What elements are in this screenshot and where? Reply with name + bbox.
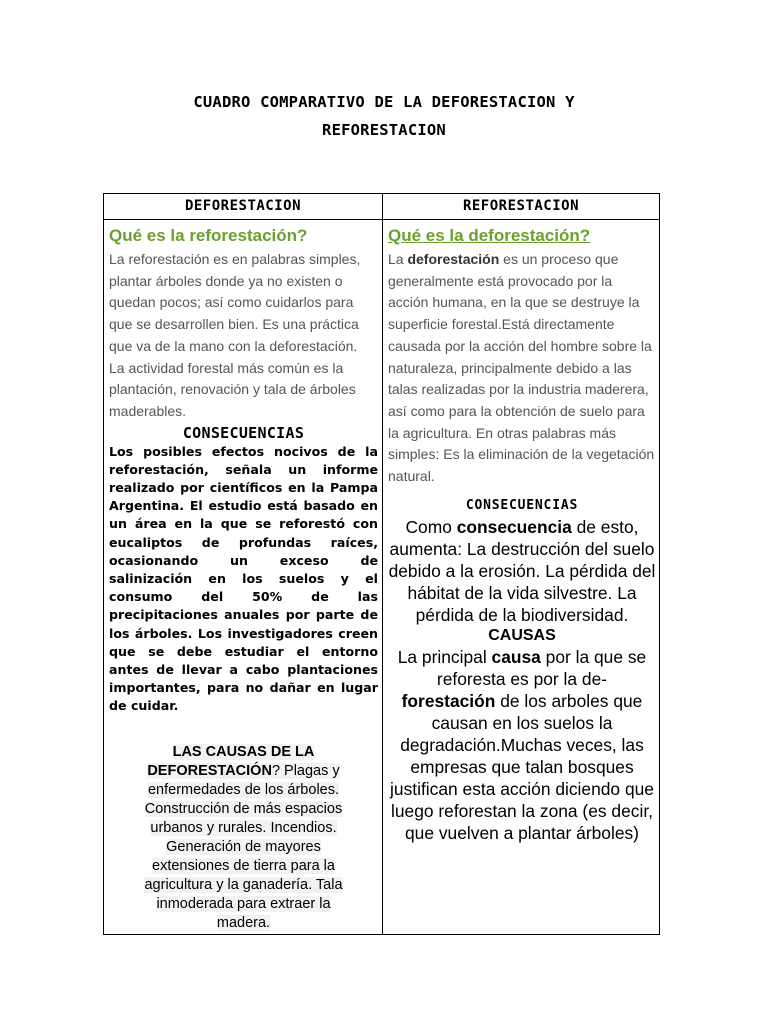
left-activity-paragraph: La actividad forestal más común es la plantación, renovación y tala de árboles maderables. bbox=[109, 359, 356, 419]
left-question-heading: Qué es la reforestación? bbox=[109, 226, 308, 245]
causas-heading-bold-2: DEFORESTACIÓN bbox=[147, 762, 272, 779]
left-column bbox=[104, 221, 382, 933]
right-causas-pre: La principal bbox=[397, 646, 492, 667]
causas-line: extensiones de tierra para la bbox=[152, 857, 335, 874]
right-column bbox=[383, 221, 659, 844]
left-causas-block bbox=[115, 743, 372, 933]
right-causas-heading: CAUSAS bbox=[488, 626, 556, 644]
left-definition-paragraph: La reforestación es en palabras simples, plantar árboles donde ya no existen o quedan pocos; así como cuidarlos para que se desarrollen bien. Es una práctica que va de la mano con la deforestación. bbox=[109, 251, 361, 354]
header-divider bbox=[104, 219, 659, 220]
right-causas-post: de los arboles que causan en los suelos la degradación.Muchas veces, las empresas que talan bosques justifican esta acción diciendo que luego reforestan la zona (es decir, que vuelven a plantar árboles) bbox=[390, 690, 654, 843]
right-para-rest: es un proceso que generalmente está provocado por la acción humana, en la que se destruye la superficie forestal.Está directamente causada por la acción del hombre sobre la naturaleza, principalmente debido a las talas realizadas por la industria maderera, así como para la obtención de suelo para la agricultura. En otras palabras más simples: Es la eliminación de la vegetación natural. bbox=[388, 251, 655, 485]
right-consecuencias-text bbox=[388, 516, 656, 626]
header-reforestacion: REFORESTACION bbox=[462, 198, 580, 214]
comparison-table bbox=[103, 193, 660, 935]
right-causas-bold-1: causa bbox=[491, 646, 541, 667]
causas-heading-bold-1: LAS CAUSAS DE LA bbox=[172, 743, 315, 760]
causas-line: urbanos y rurales. Incendios. bbox=[150, 819, 337, 836]
causas-text-1: ? Plagas y bbox=[271, 762, 340, 779]
right-question-heading: Qué es la deforestación? bbox=[388, 226, 591, 245]
left-consecuencias-heading: CONSECUENCIAS bbox=[182, 423, 305, 442]
right-consecuencias-post: de esto, aumenta: La destrucción del suelo debido a la erosión. La pérdida del hábitat de la vida silvestre. La pérdida de la biodiversidad. bbox=[388, 516, 656, 625]
causas-line: Generación de mayores bbox=[166, 838, 321, 855]
right-para-start: La bbox=[388, 251, 408, 267]
document-title bbox=[0, 88, 768, 144]
right-causas-text bbox=[388, 646, 656, 844]
right-consecuencias-heading: CONSECUENCIAS bbox=[465, 497, 579, 513]
causas-line: madera. bbox=[216, 914, 271, 931]
title-line-2: REFORESTACION bbox=[322, 121, 446, 139]
title-line-1: CUADRO COMPARATIVO DE LA DEFORESTACION Y bbox=[193, 93, 575, 111]
right-consecuencias-bold: consecuencia bbox=[456, 516, 572, 537]
causas-line: enfermedades de los árboles. bbox=[147, 781, 340, 798]
causas-line: Construcción de más espacios bbox=[144, 800, 343, 817]
causas-line: agricultura y la ganadería. Tala bbox=[144, 876, 343, 893]
header-deforestacion: DEFORESTACION bbox=[184, 198, 302, 214]
right-consecuencias-pre: Como bbox=[405, 516, 457, 537]
right-causas-mid: por la que se reforesta es por la de- bbox=[436, 646, 647, 689]
left-consecuencias-text: Los posibles efectos nocivos de la reforestación, señala un informe realizado por científicos en la Pampa Argentina. El estudio está basado en un área en la que se reforestó con eucaliptos de profundas raíces, ocasionando un exceso de salinización en los suelos y el consumo del 50% de las precipitaciones anuales por parte de los árboles. Los investigadores creen que se debe estudiar el entorno antes de llevar a cabo plantaciones importantes, para no dañar en lugar de cuidar. bbox=[109, 443, 378, 714]
causas-line: inmoderada para extraer la bbox=[156, 895, 331, 912]
right-causas-bold-2: forestación bbox=[401, 690, 496, 711]
right-para-bold: deforestación bbox=[407, 251, 500, 267]
right-definition-paragraph bbox=[388, 249, 656, 488]
